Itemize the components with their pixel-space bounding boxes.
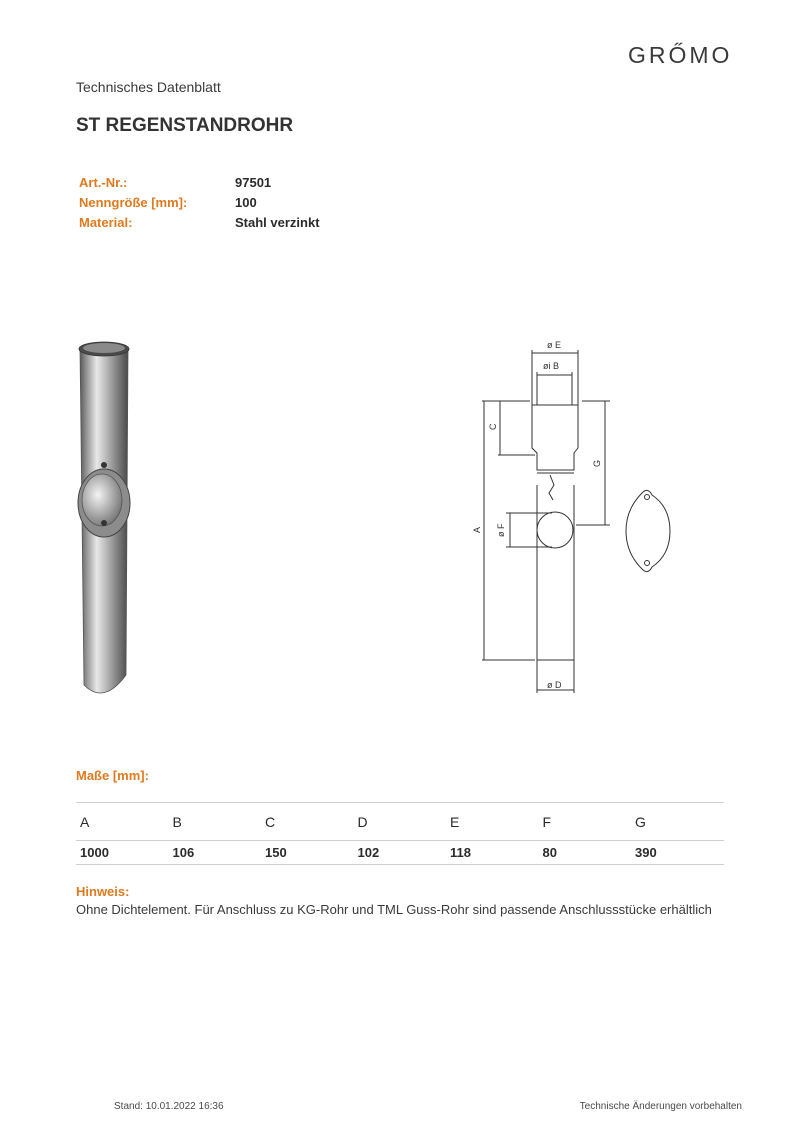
brand-logo: GRŐMO bbox=[628, 42, 733, 68]
document-type: Technisches Datenblatt bbox=[76, 79, 221, 95]
dimensions-heading: Maße [mm]: bbox=[76, 768, 149, 783]
technical-drawing bbox=[470, 335, 710, 700]
note-text: Ohne Dichtelement. Für Anschluss zu KG-Rohr und TML Guss-Rohr sind passende Anschlussstücke erhältlich bbox=[76, 902, 712, 917]
spec-value-material: Stahl verzinkt bbox=[235, 215, 320, 230]
table-cell: 80 bbox=[542, 845, 557, 860]
table-header-cell: F bbox=[542, 813, 552, 830]
table-header-cell: B bbox=[172, 813, 182, 830]
spec-value-size: 100 bbox=[235, 195, 257, 210]
table-header-cell: G bbox=[635, 813, 646, 830]
dim-label-a: A bbox=[472, 526, 482, 533]
dim-label-d: ø D bbox=[547, 680, 562, 690]
table-row bbox=[76, 841, 724, 865]
table-cell: 390 bbox=[635, 845, 657, 860]
table-cell: 150 bbox=[265, 845, 287, 860]
table-cell: 118 bbox=[450, 845, 471, 860]
footer-date: Stand: 10.01.2022 16:36 bbox=[114, 1101, 224, 1112]
table-header-cell: D bbox=[357, 813, 368, 830]
table-header-cell: E bbox=[450, 813, 460, 830]
table-header-cell: A bbox=[80, 813, 90, 830]
dimensions-table bbox=[76, 802, 724, 865]
spec-label-material: Material: bbox=[79, 215, 133, 230]
product-title: ST REGENSTANDROHR bbox=[76, 115, 294, 136]
footer-disclaimer: Technische Änderungen vorbehalten bbox=[579, 1101, 742, 1112]
spec-label-size: Nenngröße [mm]: bbox=[79, 195, 188, 210]
dim-label-e: ø E bbox=[547, 340, 562, 350]
table-header-cell: C bbox=[265, 813, 276, 830]
table-cell: 102 bbox=[357, 845, 380, 860]
note-heading: Hinweis: bbox=[76, 884, 130, 899]
spec-value-article: 97501 bbox=[235, 175, 272, 190]
dim-label-f: ø F bbox=[496, 523, 506, 537]
table-cell: 1000 bbox=[80, 845, 109, 860]
product-image bbox=[70, 335, 140, 705]
dim-label-g: G bbox=[592, 459, 602, 467]
dim-label-b: øi B bbox=[543, 361, 560, 371]
table-header-row bbox=[76, 802, 724, 841]
table-cell: 106 bbox=[172, 845, 195, 860]
dim-label-c: C bbox=[488, 423, 498, 430]
spec-label-article: Art.-Nr.: bbox=[79, 175, 128, 190]
